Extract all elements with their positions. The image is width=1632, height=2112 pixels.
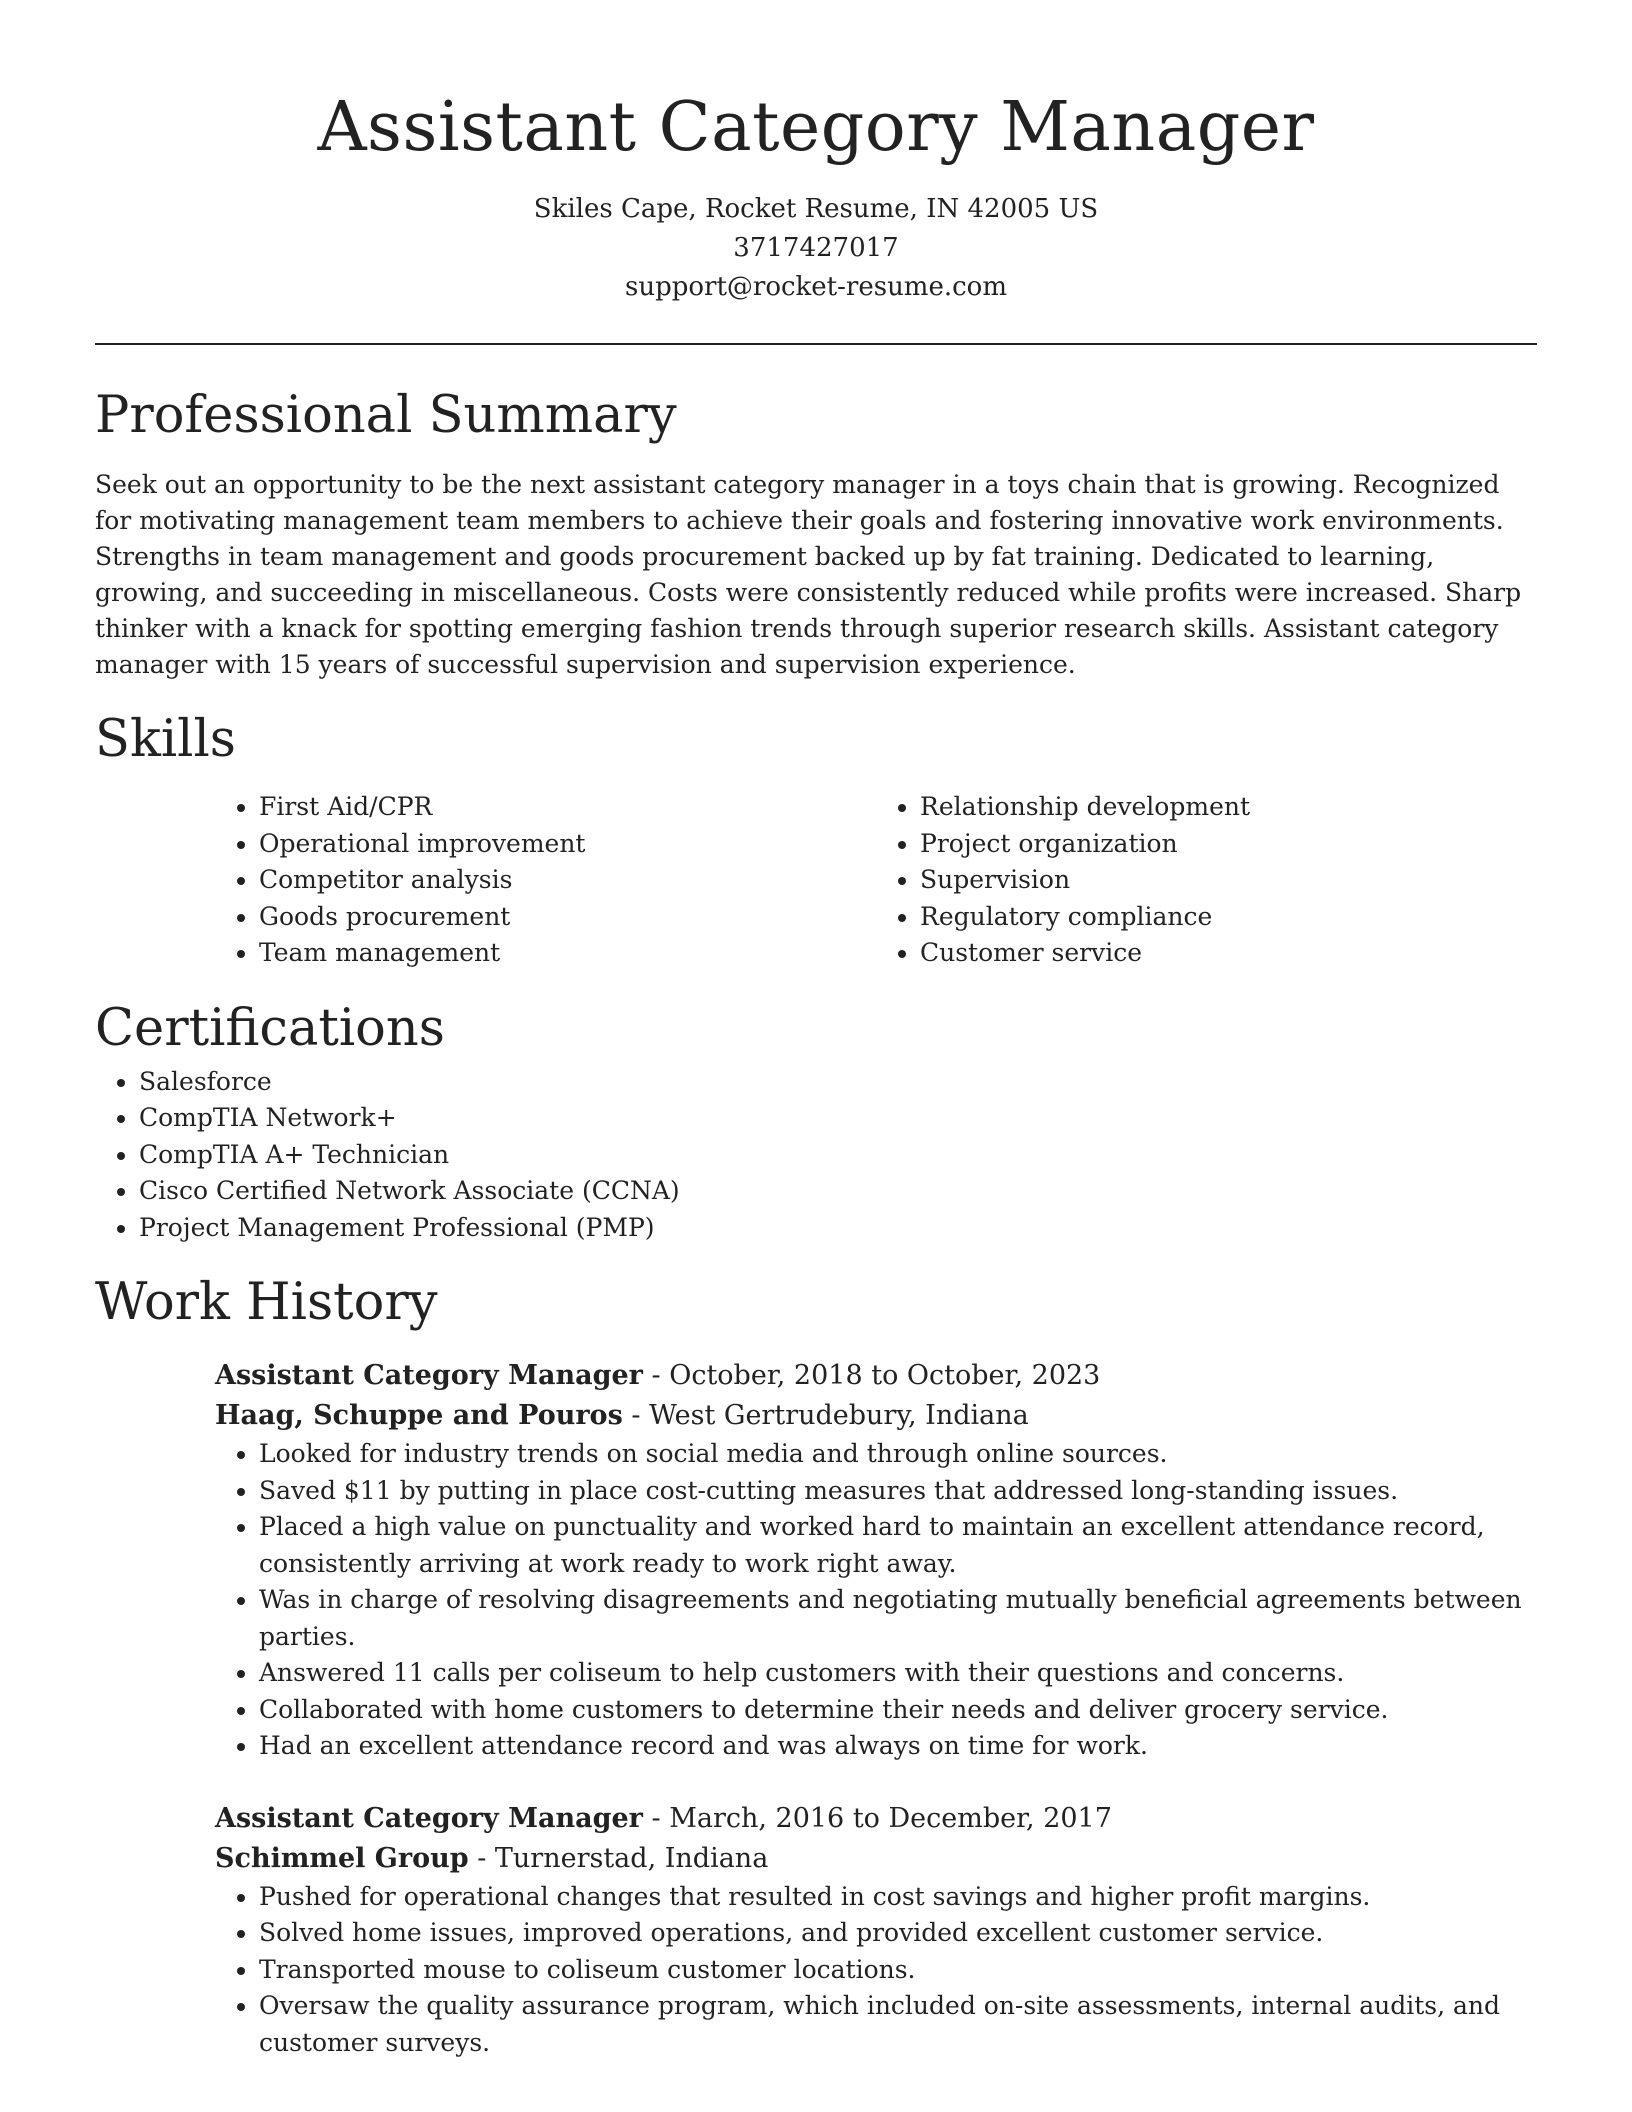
skills-list-right bbox=[876, 789, 1537, 972]
skills-section bbox=[95, 705, 1537, 972]
resume-header bbox=[95, 80, 1537, 307]
job-role: Assistant Category Manager bbox=[215, 1360, 643, 1391]
job-bullets bbox=[215, 1879, 1537, 2062]
job-bullet: • Saved $11 by putting in place cost-cutting measures that addressed long-standing issues. bbox=[259, 1473, 1537, 1510]
skill-item: • Supervision bbox=[920, 862, 1537, 899]
job-role: Assistant Category Manager bbox=[215, 1802, 643, 1834]
skill-item: • Project organization bbox=[920, 826, 1537, 863]
job-title-line bbox=[215, 1356, 1537, 1396]
job-dates: - March, 2016 to December, 2017 bbox=[642, 1802, 1112, 1834]
candidate-title: Assistant Category Manager bbox=[317, 88, 1315, 167]
job-title-line bbox=[215, 1799, 1537, 1839]
skill-item: • Goods procurement bbox=[259, 899, 876, 936]
job-bullet: • Answered 11 calls per coliseum to help customers with their questions and concerns. bbox=[259, 1655, 1537, 1692]
job-entry bbox=[215, 1799, 1537, 2062]
job-company-line bbox=[215, 1396, 1537, 1436]
job-company: Haag, Schuppe and Pouros bbox=[215, 1400, 623, 1431]
contact-phone: 3717427017 bbox=[733, 233, 899, 263]
certification-item: • Salesforce bbox=[139, 1064, 1537, 1101]
skill-item: • Operational improvement bbox=[259, 826, 876, 863]
skill-item: • First Aid/CPR bbox=[259, 789, 876, 826]
skills-grid bbox=[215, 789, 1537, 972]
header-divider bbox=[95, 343, 1537, 345]
job-bullet: • Placed a high value on punctuality and worked hard to maintain an excellent attendance record, consistently arriving at work ready to work right away. bbox=[259, 1509, 1537, 1582]
certifications-section bbox=[95, 994, 1537, 1247]
certification-item: • Cisco Certified Network Associate (CCNA) bbox=[139, 1173, 1537, 1210]
contact-address: Skiles Cape, Rocket Resume, IN 42005 US bbox=[533, 194, 1099, 224]
job-bullet: • Pushed for operational changes that resulted in cost savings and higher profit margins. bbox=[259, 1879, 1537, 1916]
job-company: Schimmel Group bbox=[215, 1842, 469, 1874]
certifications-list bbox=[95, 1064, 1537, 1247]
contact-email: support@rocket-resume.com bbox=[624, 272, 1007, 302]
summary-heading: Professional Summary bbox=[95, 386, 677, 445]
skill-item: • Team management bbox=[259, 935, 876, 972]
job-bullet: • Collaborated with home customers to determine their needs and deliver grocery service. bbox=[259, 1692, 1537, 1729]
job-location: - West Gertrudebury, Indiana bbox=[622, 1400, 1029, 1431]
certification-item: • CompTIA Network+ bbox=[139, 1100, 1537, 1137]
summary-text: Seek out an opportunity to be the next assistant category manager in a toys chain that is growing. Recognized for motivating management team members to achieve their goals and fostering innovative work environments. Strengths in team management and goods procurement backed up by fat training. Dedicated to learning, growing, and succeeding in miscellaneous. Costs were consistently reduced while profits were increased. Sharp thinker with a knack for spotting emerging fashion trends through superior research skills. Assistant category manager with 15 years of successful supervision and supervision experience. bbox=[95, 470, 1522, 679]
job-entry bbox=[215, 1356, 1537, 1765]
certification-item: • CompTIA A+ Technician bbox=[139, 1137, 1537, 1174]
job-bullet: • Oversaw the quality assurance program, which included on-site assessments, internal audits, and customer surveys. bbox=[259, 1988, 1537, 2061]
job-bullet: • Looked for industry trends on social media and through online sources. bbox=[259, 1436, 1537, 1473]
skill-item: • Competitor analysis bbox=[259, 862, 876, 899]
skill-item: • Relationship development bbox=[920, 789, 1537, 826]
job-bullet: • Had an excellent attendance record and was always on time for work. bbox=[259, 1728, 1537, 1765]
skills-list-left bbox=[215, 789, 876, 972]
work-history-section bbox=[95, 1268, 1537, 2061]
job-bullet: • Transported mouse to coliseum customer locations. bbox=[259, 1952, 1537, 1989]
summary-section bbox=[95, 381, 1537, 683]
job-dates: - October, 2018 to October, 2023 bbox=[642, 1360, 1101, 1391]
certification-item: • Project Management Professional (PMP) bbox=[139, 1210, 1537, 1247]
job-bullet: • Solved home issues, improved operations, and provided excellent customer service. bbox=[259, 1915, 1537, 1952]
skill-item: • Regulatory compliance bbox=[920, 899, 1537, 936]
job-company-line bbox=[215, 1839, 1537, 1879]
job-bullet: • Was in charge of resolving disagreements and negotiating mutually beneficial agreements between parties. bbox=[259, 1582, 1537, 1655]
job-location: - Turnerstad, Indiana bbox=[468, 1842, 769, 1874]
contact-block bbox=[95, 190, 1537, 307]
job-bullets bbox=[215, 1436, 1537, 1765]
skill-item: • Customer service bbox=[920, 935, 1537, 972]
work-history-heading: Work History bbox=[95, 1273, 438, 1332]
skills-heading: Skills bbox=[95, 710, 236, 769]
certifications-heading: Certifications bbox=[95, 998, 445, 1058]
